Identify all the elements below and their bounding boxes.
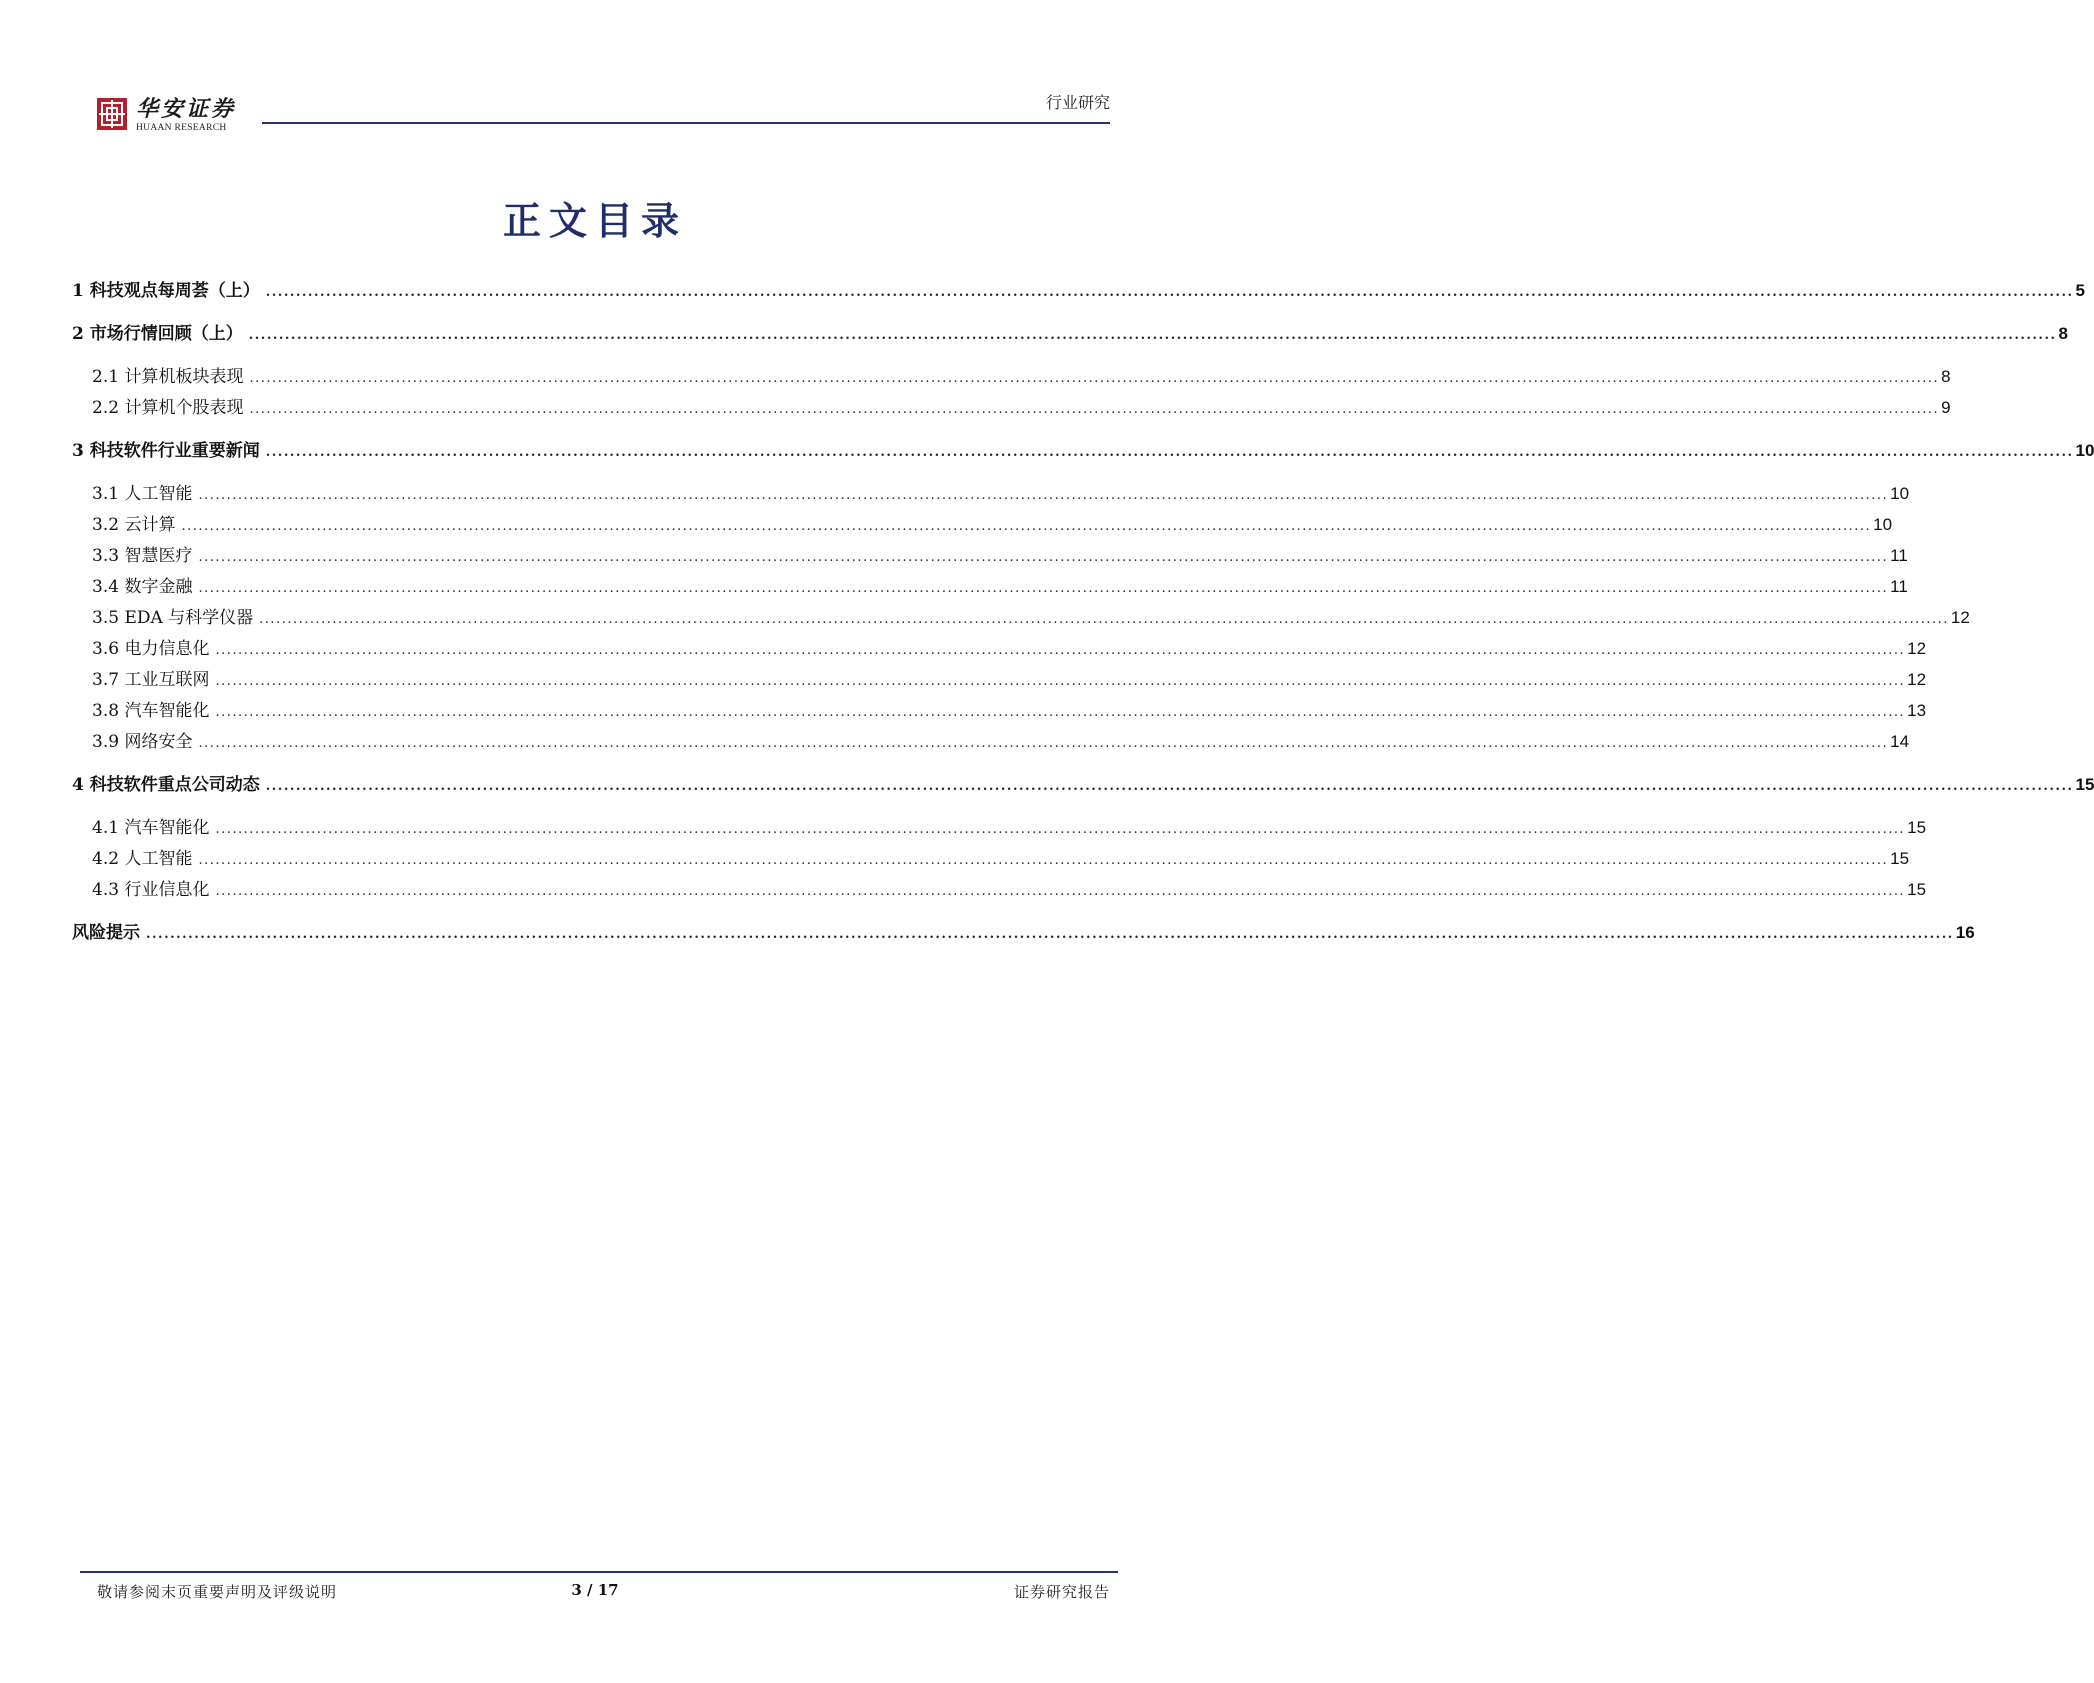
- toc-entry-page: 14: [1890, 732, 1910, 751]
- toc-entry-label: 2.1 计算机板块表现: [92, 367, 244, 387]
- toc-entry-label: 1 科技观点每周荟（上）: [72, 281, 260, 301]
- toc-entry-label: 4 科技软件重点公司动态: [72, 775, 260, 795]
- toc-entry[interactable]: [72, 276, 2085, 301]
- toc-leader: ............................................................................................................................................................................................................................................................................................................: [146, 927, 1954, 942]
- toc-entry-page: 5: [2075, 281, 2085, 300]
- toc-entry[interactable]: [92, 696, 1927, 721]
- toc-entry-page: 12: [1907, 639, 1927, 658]
- toc-entry-page: 10: [1873, 515, 1893, 534]
- toc-entry-page: 10: [2075, 441, 2094, 460]
- toc-entry-label: 风险提示: [72, 923, 140, 943]
- toc-entry-label: 3.8 汽车智能化: [92, 701, 210, 721]
- toc-entry[interactable]: [92, 844, 1910, 869]
- toc-leader: ............................................................................................................................................................................................................................................................................................................: [215, 643, 1906, 658]
- toc-entry[interactable]: [92, 362, 1951, 387]
- toc-leader: ............................................................................................................................................................................................................................................................................................................: [259, 612, 1949, 627]
- toc-leader: ............................................................................................................................................................................................................................................................................................................: [215, 884, 1906, 899]
- toc-entry-label: 3.6 电力信息化: [92, 639, 210, 659]
- toc-leader: ............................................................................................................................................................................................................................................................................................................: [215, 705, 1906, 720]
- toc-entry[interactable]: [72, 436, 2094, 461]
- toc-entry[interactable]: [72, 770, 2094, 795]
- toc-leader: ............................................................................................................................................................................................................................................................................................................: [265, 285, 2074, 300]
- toc-leader: ............................................................................................................................................................................................................................................................................................................: [265, 779, 2074, 794]
- footer-report-type: 证券研究报告: [1013, 1583, 1110, 1601]
- toc-leader: ............................................................................................................................................................................................................................................................................................................: [248, 328, 2057, 343]
- toc-leader: ............................................................................................................................................................................................................................................................................................................: [249, 402, 1940, 417]
- toc-leader: ............................................................................................................................................................................................................................................................................................................: [198, 550, 1889, 565]
- page-title: 正文目录: [502, 198, 687, 243]
- toc-entry-page: 8: [1941, 367, 1951, 386]
- toc-entry-page: 9: [1941, 398, 1951, 417]
- toc-leader: ............................................................................................................................................................................................................................................................................................................: [198, 736, 1889, 751]
- toc-entry-label: 3.4 数字金融: [92, 577, 193, 597]
- toc-entry-page: 13: [1907, 701, 1927, 720]
- toc-entry-page: 15: [2075, 775, 2094, 794]
- toc-entry[interactable]: [92, 603, 1970, 628]
- toc-leader: ............................................................................................................................................................................................................................................................................................................: [215, 822, 1906, 837]
- toc-entry-label: 4.3 行业信息化: [92, 880, 210, 900]
- toc-entry-page: 10: [1890, 484, 1910, 503]
- page-number: 3 / 17: [571, 1581, 619, 1599]
- toc-entry-page: 15: [1907, 880, 1927, 899]
- toc-entry[interactable]: [92, 393, 1951, 418]
- toc-leader: ............................................................................................................................................................................................................................................................................................................: [215, 674, 1906, 689]
- company-logo: [97, 98, 236, 133]
- toc-entry-label: 3.3 智慧医疗: [92, 546, 193, 566]
- toc-entry[interactable]: [72, 319, 2068, 344]
- toc-entry[interactable]: [92, 541, 1908, 566]
- toc-entry[interactable]: [92, 727, 1910, 752]
- header-divider: [262, 122, 1110, 124]
- toc-entry-page: 11: [1890, 577, 1908, 596]
- footer-divider: [80, 1571, 1118, 1573]
- toc-leader: ............................................................................................................................................................................................................................................................................................................: [249, 371, 1940, 386]
- toc-entry-page: 12: [1950, 608, 1970, 627]
- footer-disclaimer: 敬请参阅末页重要声明及评级说明: [97, 1583, 338, 1601]
- toc-leader: ............................................................................................................................................................................................................................................................................................................: [198, 581, 1889, 596]
- logo-seal-icon: [97, 98, 127, 130]
- logo-name-cn: 华安证券: [136, 96, 237, 122]
- toc-entry-label: 3.5 EDA 与科学仪器: [92, 608, 254, 628]
- toc-entry-page: 15: [1890, 849, 1910, 868]
- toc-entry[interactable]: [92, 875, 1927, 900]
- toc-entry-label: 2 市场行情回顾（上）: [72, 324, 243, 344]
- toc-leader: ............................................................................................................................................................................................................................................................................................................: [198, 853, 1889, 868]
- toc-entry-page: 11: [1890, 546, 1908, 565]
- toc-entry[interactable]: [72, 918, 1975, 943]
- toc-entry-page: 8: [2058, 324, 2068, 343]
- toc-leader: ............................................................................................................................................................................................................................................................................................................: [265, 445, 2074, 460]
- toc-entry[interactable]: [92, 479, 1910, 504]
- toc-entry-label: 3.2 云计算: [92, 515, 176, 535]
- toc-entry[interactable]: [92, 665, 1927, 690]
- toc-entry-label: 3 科技软件行业重要新闻: [72, 441, 260, 461]
- toc-entry-page: 16: [1955, 923, 1975, 942]
- report-category: 行业研究: [1045, 93, 1110, 112]
- toc-entry-label: 4.1 汽车智能化: [92, 818, 210, 838]
- toc-entry[interactable]: [92, 634, 1927, 659]
- toc-entry-page: 12: [1907, 670, 1927, 689]
- toc-entry[interactable]: [92, 572, 1908, 597]
- toc-entry[interactable]: [92, 813, 1927, 838]
- toc-entry-label: 2.2 计算机个股表现: [92, 398, 244, 418]
- toc-entry-label: 4.2 人工智能: [92, 849, 193, 869]
- toc-leader: ............................................................................................................................................................................................................................................................................................................: [181, 519, 1872, 534]
- toc-entry-label: 3.1 人工智能: [92, 484, 193, 504]
- toc-entry-label: 3.7 工业互联网: [92, 670, 210, 690]
- toc-entry[interactable]: [92, 510, 1893, 535]
- toc-entry-page: 15: [1907, 818, 1927, 837]
- toc-entry-label: 3.9 网络安全: [92, 732, 193, 752]
- toc-leader: ............................................................................................................................................................................................................................................................................................................: [198, 488, 1889, 503]
- logo-name-en: HUAAN RESEARCH: [136, 123, 227, 133]
